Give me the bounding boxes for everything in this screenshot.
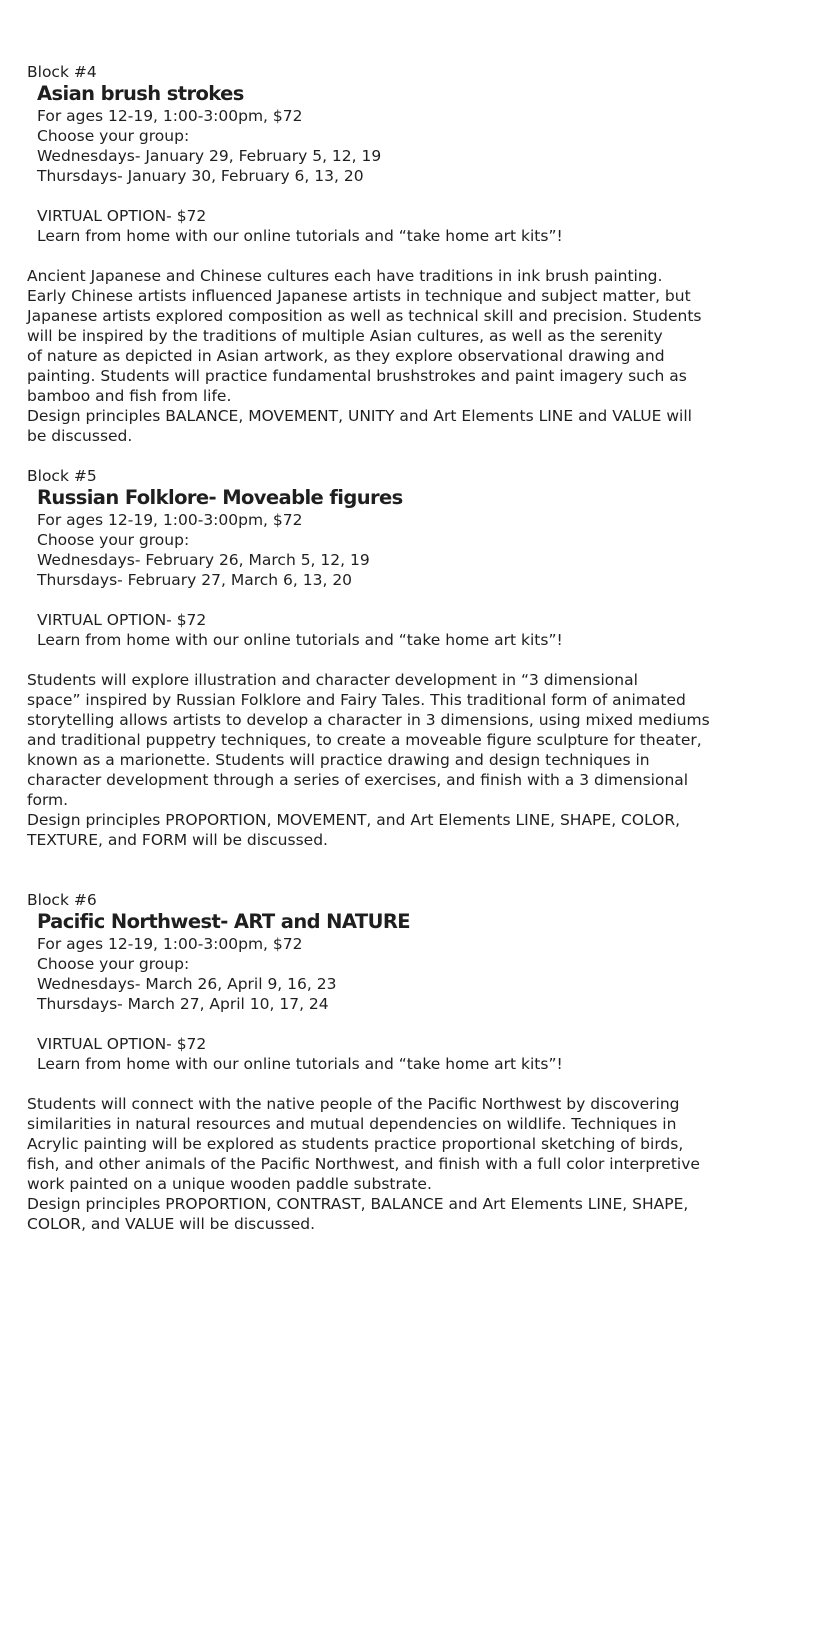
virtual-option-price: VIRTUAL OPTION- $72 [37,207,207,225]
design-principles-line: Design principles BALANCE, MOVEMENT, UNITY and Art Elements LINE and VALUE will [27,407,692,425]
ages-time-price: For ages 12-19, 1:00-3:00pm, $72 [37,935,303,953]
description-line: Acrylic painting will be explored as students practice proportional sketching of birds, [27,1135,684,1153]
design-principles-line: Design principles PROPORTION, CONTRAST, BALANCE and Art Elements LINE, SHAPE, [27,1195,689,1213]
description-line: work painted on a unique wooden paddle substrate. [27,1175,432,1193]
course-description [27,266,827,446]
virtual-option-price: VIRTUAL OPTION- $72 [37,611,207,629]
virtual-option-description: Learn from home with our online tutorials and “take home art kits”! [37,631,563,649]
virtual-option-price: VIRTUAL OPTION- $72 [37,1035,207,1053]
block-label: Block #4 [27,63,97,81]
description-line: space” inspired by Russian Folklore and Fairy Tales. This traditional form of animated [27,691,686,709]
description-line: known as a marionette. Students will practice drawing and design techniques in [27,751,650,769]
description-line: Students will connect with the native people of the Pacific Northwest by discovering [27,1095,680,1113]
thursday-dates: Thursdays- January 30, February 6, 13, 20 [37,167,364,185]
block-label: Block #6 [27,891,97,909]
block-5 [27,466,827,850]
description-line: similarities in natural resources and mutual dependencies on wildlife. Techniques in [27,1115,677,1133]
design-principles-line: TEXTURE, and FORM will be discussed. [27,831,328,849]
ages-time-price: For ages 12-19, 1:00-3:00pm, $72 [37,511,303,529]
design-principles-line: be discussed. [27,427,133,445]
block-title: Asian brush strokes [37,82,244,105]
block-label: Block #5 [27,467,97,485]
description-line: Students will explore illustration and character development in “3 dimensional [27,671,638,689]
block-4 [27,62,827,446]
choose-group-label: Choose your group: [37,127,190,145]
description-line: character development through a series of exercises, and finish with a 3 dimensional [27,771,689,789]
description-line: Ancient Japanese and Chinese cultures each have traditions in ink brush painting. [27,267,663,285]
description-line: storytelling allows artists to develop a character in 3 dimensions, using mixed mediums [27,711,710,729]
choose-group-label: Choose your group: [37,955,190,973]
virtual-option-description: Learn from home with our online tutorials and “take home art kits”! [37,227,563,245]
wednesday-dates: Wednesdays- March 26, April 9, 16, 23 [37,975,337,993]
description-line: fish, and other animals of the Pacific Northwest, and finish with a full color interpretive [27,1155,700,1173]
wednesday-dates: Wednesdays- February 26, March 5, 12, 19 [37,551,370,569]
description-line: will be inspired by the traditions of multiple Asian cultures, as well as the serenity [27,327,663,345]
block-title: Russian Folklore- Moveable figures [37,486,403,509]
description-line: bamboo and fish from life. [27,387,232,405]
description-line: painting. Students will practice fundamental brushstrokes and paint imagery such as [27,367,687,385]
description-line: Early Chinese artists influenced Japanese artists in technique and subject matter, but [27,287,691,305]
description-line: of nature as depicted in Asian artwork, as they explore observational drawing and [27,347,665,365]
description-line: Japanese artists explored composition as well as technical skill and precision. Students [27,307,702,325]
virtual-option-description: Learn from home with our online tutorials and “take home art kits”! [37,1055,563,1073]
thursday-dates: Thursdays- February 27, March 6, 13, 20 [37,571,353,589]
wednesday-dates: Wednesdays- January 29, February 5, 12, 19 [37,147,382,165]
description-line: form. [27,791,69,809]
design-principles-line: COLOR, and VALUE will be discussed. [27,1215,316,1233]
ages-time-price: For ages 12-19, 1:00-3:00pm, $72 [37,107,303,125]
course-description [27,670,827,850]
course-description [27,1094,827,1234]
choose-group-label: Choose your group: [37,531,190,549]
thursday-dates: Thursdays- March 27, April 10, 17, 24 [37,995,329,1013]
block-title: Pacific Northwest- ART and NATURE [37,910,410,933]
description-line: and traditional puppetry techniques, to create a moveable figure sculpture for theater, [27,731,702,749]
block-6 [27,890,827,1234]
design-principles-line: Design principles PROPORTION, MOVEMENT, and Art Elements LINE, SHAPE, COLOR, [27,811,681,829]
document-page [27,62,827,1234]
